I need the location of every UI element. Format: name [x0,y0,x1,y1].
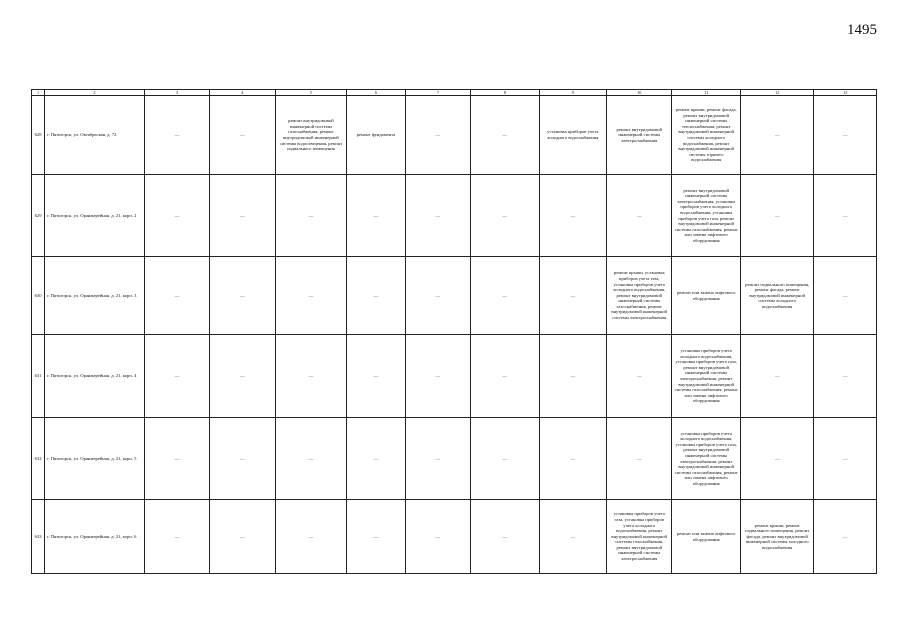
address-cell: г. Пятигорск, ул. Октябрьская, д. 72 [45,96,145,175]
table-cell: — [539,418,606,500]
table-cell: — [347,500,405,574]
address-cell: г. Пятигорск, ул. Оранжерейная, д. 21, корп. 6 [45,500,145,574]
table-cell: — [814,96,877,175]
table-cell: установка приборов учета газа, установка приборов учета холодного водоснабжения, ремонт внутридомовой инженерной системы газоснабжения, ремонт внутридомовой инженерной системы электроснабжения [607,500,672,574]
row-number: 631 [32,335,45,418]
address-cell: г. Пятигорск, ул. Оранжерейная, д. 21, корп. 5 [45,418,145,500]
table-row [32,175,877,257]
table-cell: — [471,500,539,574]
table-cell: — [539,335,606,418]
table-cell: ремонт фундамента [347,96,405,175]
table-cell: ремонт крыши, установка приборов учета газа, установка приборов учета холодного водоснабжения, ремонт внутридомовой инженерной системы газоснабжения, ремонт внутридомовой инженерной системы электроснабжения [607,257,672,335]
table-cell: — [144,175,209,257]
table-cell: — [814,257,877,335]
table-cell: — [740,418,814,500]
table-cell: — [471,418,539,500]
address-cell: г. Пятигорск, ул. Оранжерейная, д. 21, корп. 4 [45,335,145,418]
table-cell: — [405,500,470,574]
table-cell: — [210,335,275,418]
table-row [32,96,877,175]
table-cell: — [210,257,275,335]
table-cell: — [814,175,877,257]
column-header: 7 [405,90,470,96]
table-row [32,500,877,574]
page-number: 1495 [847,22,877,38]
table-cell: — [405,335,470,418]
column-header: 13 [814,90,877,96]
table-cell: ремонт внутридомовой инженерной системы газоснабжения, ремонт внутридомовой инженерной системы водоотведения, ремонт подвального помещения [275,96,347,175]
table-cell: — [539,257,606,335]
table-cell: — [144,96,209,175]
column-header: 4 [210,90,275,96]
column-header: 5 [275,90,347,96]
row-number: 630 [32,257,45,335]
table-cell: ремонт крыши, ремонт подвального помещения, ремонт фасада, ремонт внутридомовой инженерной системы холодного водоснабжения [740,500,814,574]
column-header: 1 [32,90,45,96]
table-cell: — [607,335,672,418]
table-cell: установка приборов учета холодного водоснабжения [539,96,606,175]
address-cell: г. Пятигорск, ул. Оранжерейная, д. 21, корп. 3 [45,257,145,335]
table-cell: — [607,418,672,500]
table-cell: установка приборов учета холодного водоснабжения, установка приборов учета газа, ремонт внутридомовой инженерной системы электроснабжения, ремонт внутридомовой инженерной системы газоснабжения, ремонт или замена лифтового оборудования [672,418,740,500]
row-number: 632 [32,418,45,500]
table-cell: — [740,175,814,257]
table-cell: — [471,257,539,335]
repair-schedule-table [31,89,877,574]
table-cell: — [405,175,470,257]
table-cell: — [814,500,877,574]
column-header: 8 [471,90,539,96]
table-cell: — [607,175,672,257]
table-cell: — [144,257,209,335]
table-cell: — [275,335,347,418]
column-header: 6 [347,90,405,96]
table-cell: — [740,335,814,418]
column-header: 12 [740,90,814,96]
column-header: 10 [607,90,672,96]
table-cell: — [539,500,606,574]
table-cell: — [144,500,209,574]
table-cell: ремонт или замена лифтового оборудования [672,500,740,574]
row-number: 633 [32,500,45,574]
table-row [32,418,877,500]
column-header: 11 [672,90,740,96]
table-cell: ремонт крыши, ремонт фасада, ремонт внутридомовой инженерной системы теплоснабжения, ремонт внутридомовой инженерной системы холодного водоснабжения, ремонт внутридомовой инженерной системы горячего водоснабжения [672,96,740,175]
table-cell: — [210,418,275,500]
column-header: 2 [45,90,145,96]
table-cell: — [210,175,275,257]
table-cell: ремонт подвального помещения, ремонт фасада, ремонт внутридомовой инженерной системы холодного водоснабжения [740,257,814,335]
table-cell: — [347,418,405,500]
table-cell: — [275,500,347,574]
table-cell: — [275,257,347,335]
table-cell: ремонт внутридомовой инженерной системы электроснабжения, установка приборов учета холодного водоснабжения, установка приборов учета газа, ремонт внутридомовой инженерной системы газоснабжения, ремонт или замена лифтового оборудования [672,175,740,257]
table-cell: — [210,96,275,175]
table-cell: — [275,175,347,257]
table-cell: — [405,418,470,500]
row-number: 628 [32,96,45,175]
table-row [32,335,877,418]
table-cell: — [814,335,877,418]
table-cell: — [405,96,470,175]
table-cell: — [740,96,814,175]
table-cell: установка приборов учета холодного водоснабжения, установка приборов учета газа, ремонт внутридомовой инженерной системы электроснабжения, ремонт внутридомовой инженерной системы газоснабжения, ремонт или замена лифтового оборудования [672,335,740,418]
row-number: 629 [32,175,45,257]
table-cell: — [275,418,347,500]
table-row [32,257,877,335]
address-cell: г. Пятигорск, ул. Оранжерейная, д. 21, корп. 2 [45,175,145,257]
table-cell: — [347,335,405,418]
table-cell: — [471,96,539,175]
table-cell: — [347,175,405,257]
table-cell: — [347,257,405,335]
table-cell: — [405,257,470,335]
table-cell: — [471,335,539,418]
table-cell: — [539,175,606,257]
table-cell: — [471,175,539,257]
table-cell: — [814,418,877,500]
column-header: 3 [144,90,209,96]
table-cell: — [144,335,209,418]
table-cell: — [144,418,209,500]
table-cell: ремонт или замена лифтового оборудования [672,257,740,335]
table-cell: — [210,500,275,574]
column-header: 9 [539,90,606,96]
table-cell: ремонт внутридомовой инженерной системы электроснабжения [607,96,672,175]
